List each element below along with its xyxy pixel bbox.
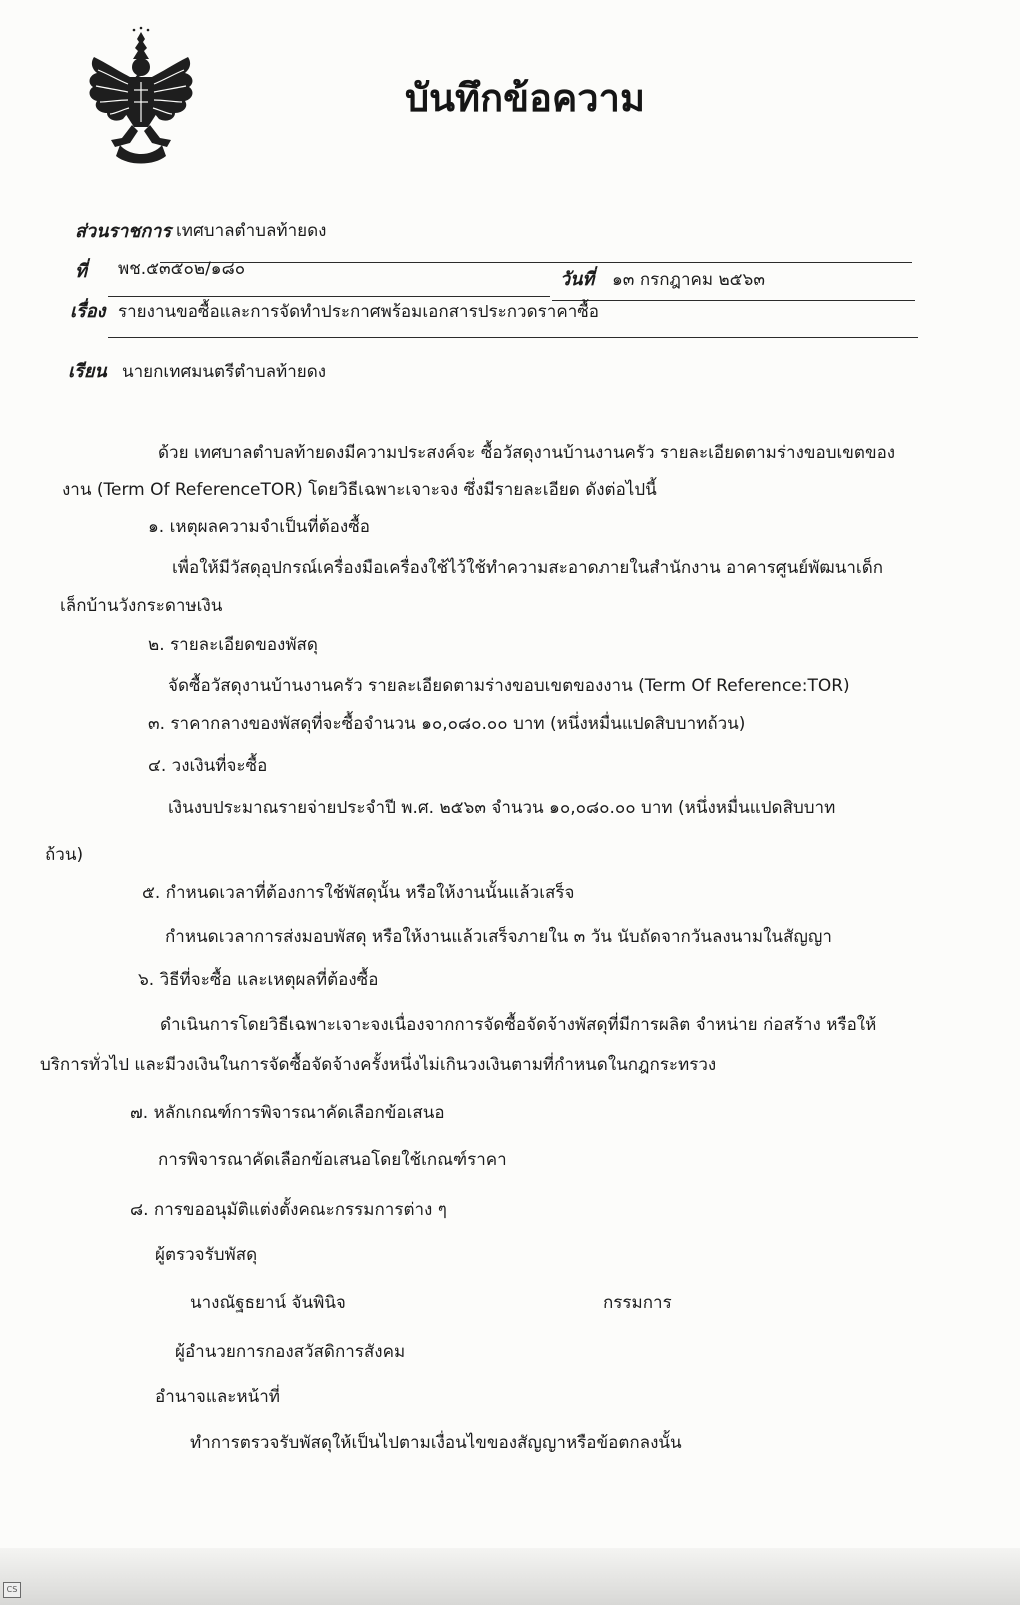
section-heading: ๕. กำหนดเวลาที่ต้องการใช้พัสดุนั้น หรือให้งานนั้นแล้วเสร็จ xyxy=(142,883,575,903)
committee-title: ผู้ตรวจรับพัสดุ xyxy=(155,1245,258,1265)
intro-line: ด้วย เทศบาลตำบลท้ายดงมีความประสงค์จะ ซื้อวัสดุงานบ้านงานครัว รายละเอียดตามร่างขอบเขตของ xyxy=(158,443,896,463)
section-heading: ๗. หลักเกณฑ์การพิจารณาคัดเลือกข้อเสนอ xyxy=(130,1103,445,1123)
camscanner-logo-icon: CS xyxy=(3,1582,21,1598)
subject-value: รายงานขอซื้อและการจัดทำประกาศพร้อมเอกสารประกวดราคาซื้อ xyxy=(118,302,599,322)
section-line: เพื่อให้มีวัสดุอุปกรณ์เครื่องมือเครื่องใช้ไว้ใช้ทำความสะอาดภายในสำนักงาน อาคารศูนย์พัฒนาเด็ก xyxy=(172,558,884,578)
section-heading: ๔. วงเงินที่จะซื้อ xyxy=(148,756,268,776)
section-heading: ๒. รายละเอียดของพัสดุ xyxy=(148,635,318,655)
date-label: วันที่ xyxy=(560,269,595,290)
section-heading: ๑. เหตุผลความจำเป็นที่ต้องซื้อ xyxy=(148,517,370,537)
addressee-name: นายกเทศมนตรีตำบลท้ายดง xyxy=(122,362,327,382)
section-line: ดำเนินการโดยวิธีเฉพาะเจาะจงเนื่องจากการจัดซื้อจัดจ้างพัสดุที่มีการผลิต จำหน่าย ก่อสร้าง หรือให้ xyxy=(160,1015,877,1035)
reference-number: พช.๕๓๕๐๒/๑๘๐ xyxy=(118,259,246,279)
reference-label: ที่ xyxy=(75,261,87,282)
section-heading: ๖. วิธีที่จะซื้อ และเหตุผลที่ต้องซื้อ xyxy=(138,970,379,990)
department-underline xyxy=(160,262,912,263)
intro-line: งาน (Term Of ReferenceTOR) โดยวิธีเฉพาะเจาะจง ซึ่งมีรายละเอียด ดังต่อไปนี้ xyxy=(62,480,657,500)
committee-member-position: ผู้อำนวยการกองสวัสดิการสังคม xyxy=(175,1342,406,1362)
section-line: บริการทั่วไป และมีวงเงินในการจัดซื้อจัดจ้างครั้งหนึ่งไม่เกินวงเงินตามที่กำหนดในกฎกระทรวง xyxy=(40,1055,717,1075)
reference-underline xyxy=(108,296,550,297)
scan-bottom-band xyxy=(0,1548,1020,1605)
department-label: ส่วนราชการ xyxy=(75,221,172,242)
section-line: ถ้วน) xyxy=(45,845,84,865)
addressee-label: เรียน xyxy=(68,361,107,382)
committee-duties-label: อำนาจและหน้าที่ xyxy=(155,1387,280,1407)
memo-title: บันทึกข้อความ xyxy=(404,75,646,120)
subject-label: เรื่อง xyxy=(70,301,106,322)
section-line: จัดซื้อวัสดุงานบ้านงานครัว รายละเอียดตามร่างขอบเขตของงาน (Term Of Reference:TOR) xyxy=(168,676,850,696)
section-heading: ๘. การขออนุมัติแต่งตั้งคณะกรรมการต่าง ๆ xyxy=(130,1200,447,1220)
section-line: กำหนดเวลาการส่งมอบพัสดุ หรือให้งานแล้วเสร็จภายใน ๓ วัน นับถัดจากวันลงนามในสัญญา xyxy=(165,927,832,947)
department-value: เทศบาลตำบลท้ายดง xyxy=(176,221,327,241)
committee-duties: ทำการตรวจรับพัสดุให้เป็นไปตามเงื่อนไขของสัญญาหรือข้อตกลงนั้น xyxy=(190,1433,682,1453)
garuda-emblem-icon xyxy=(82,26,200,166)
section-line: การพิจารณาคัดเลือกข้อเสนอโดยใช้เกณฑ์ราคา xyxy=(158,1150,507,1170)
subject-underline xyxy=(108,337,918,338)
date-underline xyxy=(552,300,915,301)
date-value: ๑๓ กรกฎาคม ๒๕๖๓ xyxy=(612,270,765,290)
committee-member-role: กรรมการ xyxy=(603,1293,672,1313)
committee-member-name: นางณัฐธยาน์ จันพินิจ xyxy=(190,1293,346,1313)
section-line: เล็กบ้านวังกระดาษเงิน xyxy=(60,596,223,616)
section-heading: ๓. ราคากลางของพัสดุที่จะซื้อจำนวน ๑๐,๐๘๐.๐๐ บาท (หนึ่งหมื่นแปดสิบบาทถ้วน) xyxy=(148,714,746,734)
section-line: เงินงบประมาณรายจ่ายประจำปี พ.ศ. ๒๕๖๓ จำนวน ๑๐,๐๘๐.๐๐ บาท (หนึ่งหมื่นแปดสิบบาท xyxy=(168,798,836,818)
